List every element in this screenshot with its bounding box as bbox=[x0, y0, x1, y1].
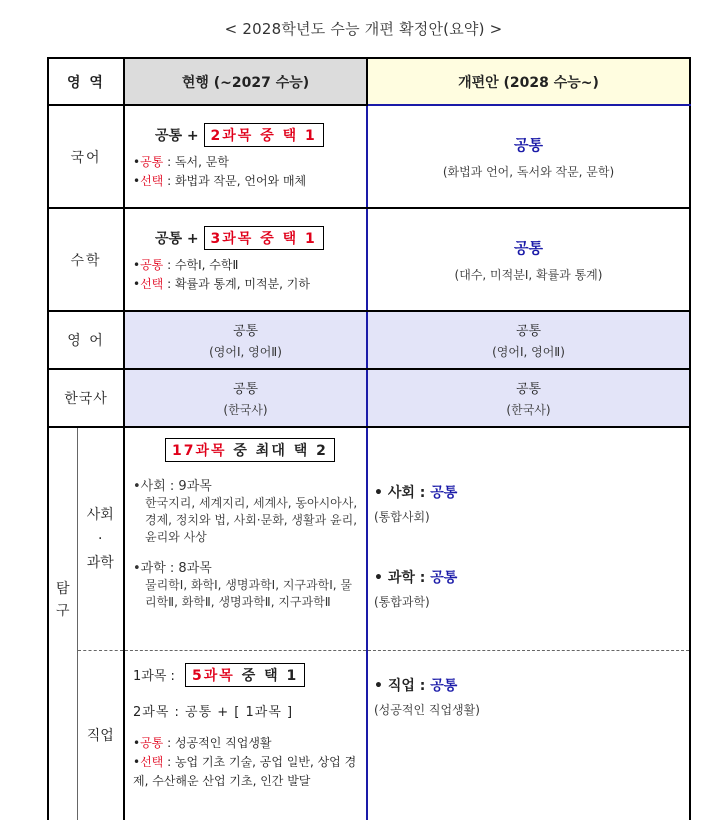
history-new-main: 공통 bbox=[515, 382, 542, 397]
english-new bbox=[367, 311, 690, 369]
english-label: 영 어 bbox=[48, 311, 124, 369]
header-current: 현행 (~2027 수능) bbox=[124, 58, 367, 105]
science-head: •과학 : 8과목 bbox=[133, 561, 212, 576]
math-bullet-elective: •선택 : 확률과 통계, 미적분, 기하 bbox=[133, 276, 310, 291]
new-vocational: • 직업 : 공통 bbox=[374, 677, 458, 694]
new-science: • 과학 : 공통 bbox=[374, 570, 458, 586]
summary-table bbox=[47, 57, 691, 820]
socsci-row bbox=[48, 427, 690, 650]
socsci-new bbox=[367, 427, 690, 650]
history-cur-sub: (한국사) bbox=[223, 403, 268, 417]
vocational-line2: 2과목 : 공통 + [ 1과목 ] bbox=[133, 704, 294, 720]
english-cur-sub: (영어Ⅰ, 영어Ⅱ) bbox=[209, 345, 282, 359]
math-current bbox=[124, 208, 367, 311]
socsci-current bbox=[124, 427, 367, 650]
science-list: 물리학Ⅰ, 화학Ⅰ, 생명과학Ⅰ, 지구과학Ⅰ, 물리학Ⅱ, 화학Ⅱ, 생명과학Ⅱ, 지구과학Ⅱ bbox=[145, 578, 352, 609]
math-row bbox=[48, 208, 690, 311]
vocational-bullet-common: •공통 : 성공적인 직업생활 bbox=[133, 735, 272, 750]
korean-bullet-elective: •선택 : 화법과 작문, 언어와 매체 bbox=[133, 173, 307, 188]
vocational-current bbox=[124, 650, 367, 820]
korean-new-sub: (화법과 언어, 독서와 작문, 문학) bbox=[442, 164, 615, 179]
english-new-sub: (영어Ⅰ, 영어Ⅱ) bbox=[492, 345, 565, 359]
new-social-sub: (통합사회) bbox=[374, 510, 430, 524]
math-bullet-common: •공통 : 수학Ⅰ, 수학Ⅱ bbox=[133, 257, 239, 272]
korean-cur-prefix: 공통 + bbox=[155, 127, 199, 144]
korean-new-main: 공통 bbox=[514, 135, 543, 154]
new-social: • 사회 : 공통 bbox=[374, 485, 458, 501]
korean-label: 국어 bbox=[48, 105, 124, 208]
math-new-main: 공통 bbox=[514, 238, 543, 257]
math-cur-prefix: 공통 + bbox=[155, 230, 199, 247]
korean-new bbox=[367, 105, 690, 208]
vocational-new bbox=[367, 650, 690, 820]
history-current bbox=[124, 369, 367, 427]
vocational-bullet-elective: •선택 : 농업 기초 기술, 공업 일반, 상업 경제, 수산해운 산업 기초, 인간 발달 bbox=[133, 754, 357, 788]
social-head: •사회 : 9과목 bbox=[133, 479, 212, 494]
vocational-box: 5과목 중 택 1 bbox=[185, 663, 305, 687]
english-new-main: 공통 bbox=[515, 324, 542, 339]
history-row bbox=[48, 369, 690, 427]
history-label: 한국사 bbox=[48, 369, 124, 427]
history-cur-main: 공통 bbox=[232, 382, 259, 397]
social-list: 한국지리, 세계지리, 세계사, 동아시아사, 경제, 정치와 법, 사회·문화, 생활과 윤리, 윤리와 사상 bbox=[145, 496, 358, 544]
new-vocational-sub: (성공적인 직업생활) bbox=[374, 702, 480, 717]
korean-cur-box: 2과목 중 택 1 bbox=[204, 123, 324, 147]
korean-current bbox=[124, 105, 367, 208]
korean-bullet-common: •공통 : 독서, 문학 bbox=[133, 154, 229, 169]
history-new bbox=[367, 369, 690, 427]
math-label: 수학 bbox=[48, 208, 124, 311]
korean-row bbox=[48, 105, 690, 208]
vocational-label: 직업 bbox=[77, 650, 124, 820]
page-title: < 2028학년도 수능 개편 확정안(요약) > bbox=[224, 20, 503, 38]
vocational-line1: 1과목 : 5과목 중 택 1 bbox=[133, 663, 362, 687]
history-new-sub: (한국사) bbox=[506, 403, 551, 417]
english-row bbox=[48, 311, 690, 369]
math-cur-box: 3과목 중 택 1 bbox=[204, 226, 324, 250]
header-new: 개편안 (2028 수능~) bbox=[367, 58, 690, 105]
english-current bbox=[124, 311, 367, 369]
inquiry-label: 탐 구 bbox=[48, 427, 77, 820]
vocational-row bbox=[48, 650, 690, 820]
socsci-box: 17과목 중 최대 택 2 bbox=[165, 438, 335, 462]
english-cur-main: 공통 bbox=[232, 324, 259, 339]
header-area: 영 역 bbox=[48, 58, 124, 105]
math-new-sub: (대수, 미적분Ⅰ, 확률과 통계) bbox=[454, 267, 603, 282]
math-new bbox=[367, 208, 690, 311]
new-science-sub: (통합과학) bbox=[374, 595, 430, 609]
socsci-label: 사회 · 과학 bbox=[77, 427, 124, 650]
header-row bbox=[48, 58, 690, 105]
